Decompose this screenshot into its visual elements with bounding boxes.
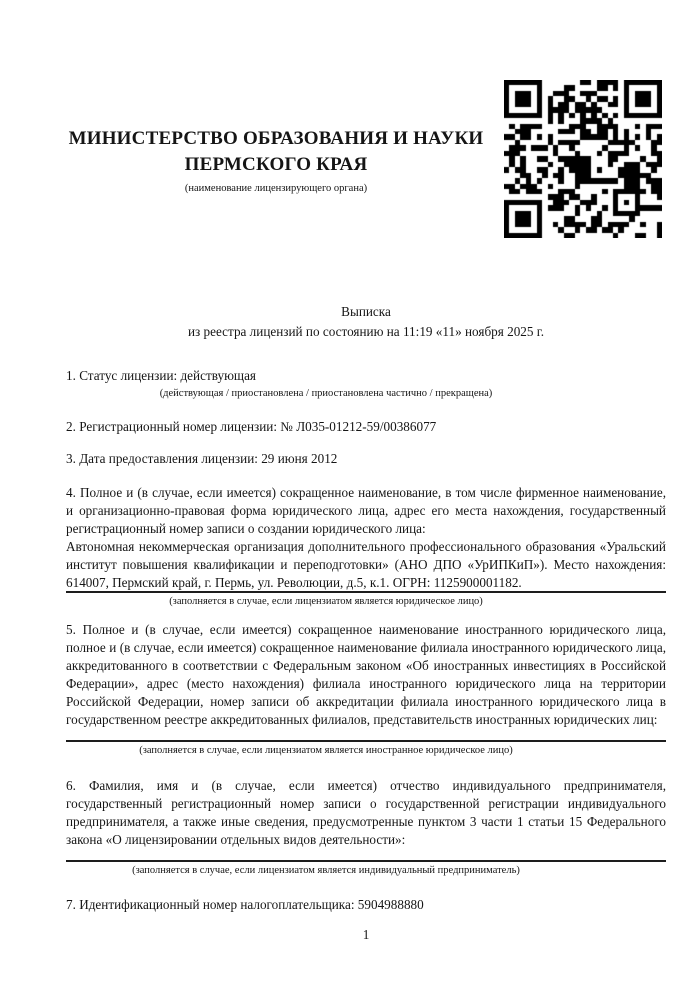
legal-entity-caption: (заполняется в случае, если лицензиатом является юридическое лицо) [169,596,483,607]
document-title-line1: Выписка [341,304,391,319]
foreign-entity-caption: (заполняется в случае, если лицензиатом является иностранное юридическое лицо) [139,745,513,756]
license-status-caption: (действующая / приостановлена / приостановлена частично / прекращена) [159,388,493,399]
document-title-line2: из реестра лицензий по состоянию на 11:19 «11» ноября 2025 г. [187,323,545,339]
taxpayer-id-line: 7. Идентификационный номер налогоплательщика: 5904988880 [66,897,424,912]
legal-entity-underline [66,591,666,593]
document-title [66,302,666,341]
individual-entrepreneur-underline [66,860,666,862]
page-number: 1 [362,927,370,942]
registration-number-line: 2. Регистрационный номер лицензии: № Л035-01212-59/00386077 [66,419,437,434]
license-grant-date-line: 3. Дата предоставления лицензии: 29 июня 2012 [66,451,338,466]
letterhead [66,126,486,195]
foreign-entity-underline [66,740,666,742]
foreign-entity-section: 5. Полное и (в случае, если имеется) сокращенное наименование иностранного юридического лица, полное и (в случае, если имеется) сокращенное наименование филиала иностранного юридического лица, аккредитованного в соответствии с Федеральным законом «Об иностранных инвестициях в Российской Федерации», адрес (место нахождения) филиала иностранного юридического лица на территории Российской Федерации, номер записи об аккредитации филиала иностранного юридического лица в государственном реестре аккредитованных филиалов, представительств иностранных юридических лиц: [66,622,666,727]
individual-entrepreneur-section: 6. Фамилия, имя и (в случае, если имеется) отчество индивидуального предпринимателя, государственный регистрационный номер записи о государственной регистрации индивидуального предпринимателя, а также иные сведения, предусмотренные пунктом 3 части 1 статьи 15 Федерального закона «О лицензировании отдельных видов деятельности»: [66,778,666,847]
licensing-authority-caption: (наименование лицензирующего органа) [184,183,368,194]
ministry-name-line2: ПЕРМСКОГО КРАЯ [184,154,368,175]
individual-entrepreneur-caption: (заполняется в случае, если лицензиатом является индивидуальный предприниматель) [132,865,520,876]
legal-entity-question: 4. Полное и (в случае, если имеется) сокращенное наименование, в том числе фирменное наименование, и организационно-правовая форма юридического лица, адрес его места нахождения, государственный регистрационный номер записи о создании юридического лица: [66,485,666,536]
license-status-line: 1. Статус лицензии: действующая [66,368,257,383]
legal-entity-section [66,484,666,592]
legal-entity-answer: Автономная некоммерческая организация дополнительного профессионального образования «Уральский институт повышения квалификации и переподготовки» (АНО ДПО «УрИПКиП»). Место нахождения: 614007, Пермский край, г. Пермь, ул. Революции, д.5, к.1. ОГРН: 1125900001182. [66,539,666,590]
qr-code [504,80,662,238]
ministry-name-line1: МИНИСТЕРСТВО ОБРАЗОВАНИЯ И НАУКИ [68,128,484,149]
